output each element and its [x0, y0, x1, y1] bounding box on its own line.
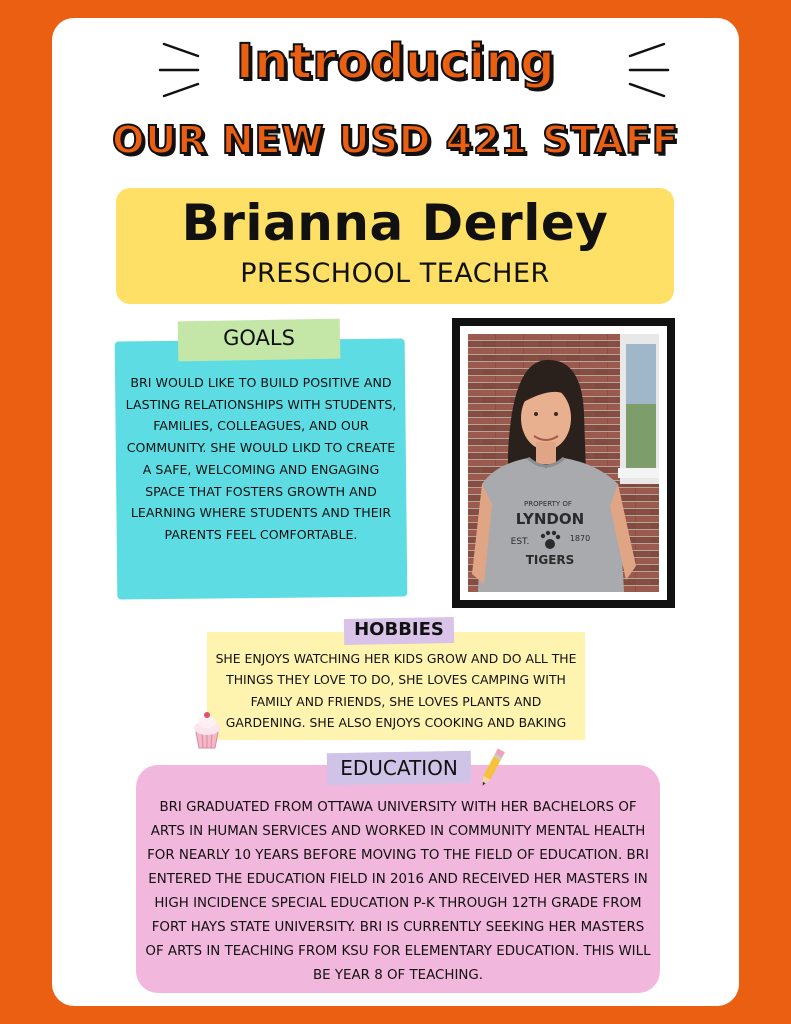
hobbies-title: HOBBIES	[354, 619, 444, 640]
hobbies-text: SHE ENJOYS WATCHING HER KIDS GROW AND DO ALL THE THINGS THEY LOVE TO DO, SHE LOVES CAMPING WITH FAMILY AND FRIENDS, SHE LOVES PLANTS AND GARDENING. SHE ALSO ENJOYS COOKING AND BAKING	[215, 651, 577, 731]
shirt-line-5: TIGERS	[525, 553, 575, 567]
education-text: BRI GRADUATED FROM OTTAWA UNIVERSITY WITH HER BACHELORS OF ARTS IN HUMAN SERVICES AND WORKED IN COMMUNITY MENTAL HEALTH FOR NEARLY 10 YEARS BEFORE MOVING TO THE FIELD OF EDUCATION. BRI ENTERED THE EDUCATION FIELD IN 2016 AND RECEIVED HER MASTERS IN HIGH INCIDENCE SPECIAL EDUCATION P-K THROUGH 12TH GRADE FROM FORT HAYS STATE UNIVERSITY. BRI IS CURRENTLY SEEKING HER MASTERS OF ARTS IN TEACHING FROM KSU FOR ELEMENTARY EDUCATION. THIS WILL BE YEAR 8 OF TEACHING.	[145, 800, 651, 983]
staff-photo	[468, 334, 659, 592]
portrait-illustration	[468, 334, 659, 592]
cupcake-icon	[190, 710, 224, 750]
pencil-icon	[478, 746, 506, 790]
shirt-line-1: PROPERTY OF	[524, 500, 572, 508]
goals-text: BRI WOULD LIKE TO BUILD POSITIVE AND LASTING RELATIONSHIPS WITH STUDENTS, FAMILIES, COLLEAGUES, AND OUR COMMUNITY. SHE WOULD LIKD TO CREATE A SAFE, WELCOMING AND ENGAGING SPACE THAT FOSTERS GROWTH AND LEARNING WHERE STUDENTS AND THEIR PARENTS FEEL COMFORTABLE.	[125, 375, 397, 542]
staff-role: PRESCHOOL TEACHER	[240, 258, 550, 289]
headline-subtitle: OUR NEW USD 421 STAFF	[112, 118, 679, 162]
headline-introducing: Introducing	[235, 34, 556, 90]
shirt-line-4: 1870	[569, 534, 591, 543]
education-title: EDUCATION	[340, 756, 458, 780]
shirt-line-3: EST.	[510, 537, 530, 547]
goals-title: GOALS	[223, 326, 295, 350]
staff-name: Brianna Derley	[181, 194, 609, 252]
shirt-line-2: LYNDON	[515, 510, 585, 528]
